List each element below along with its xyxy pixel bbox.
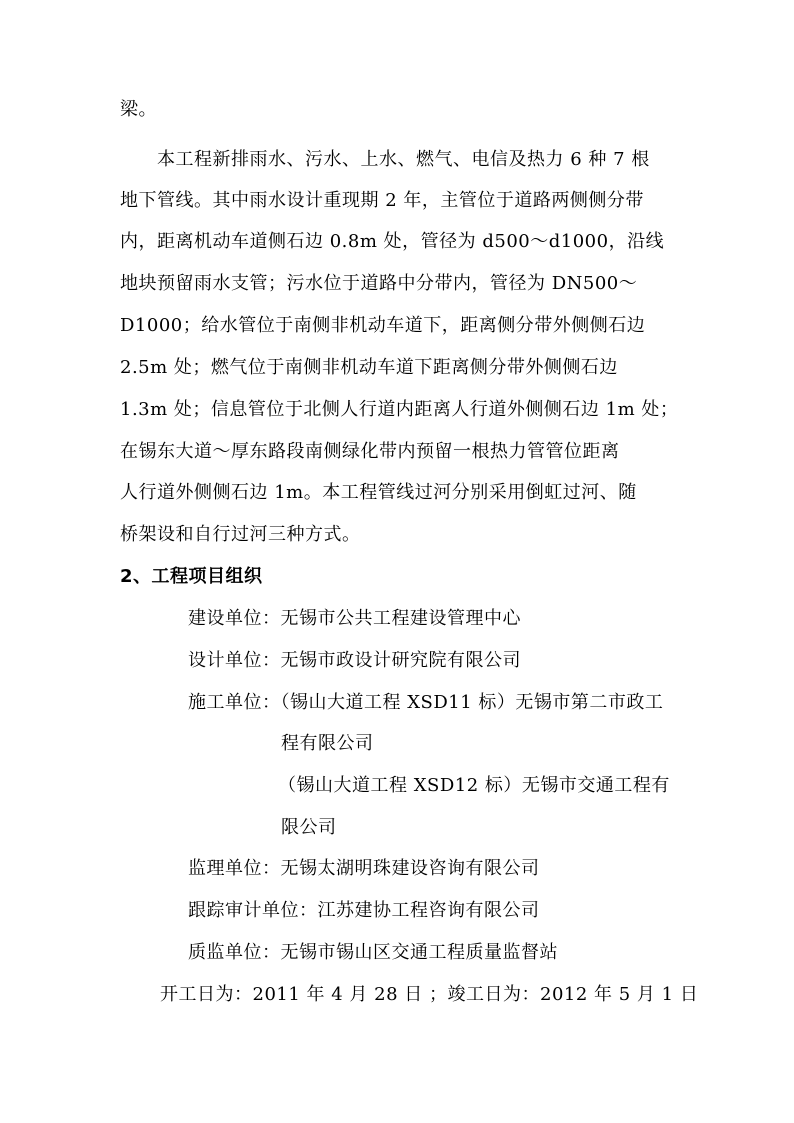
paragraph-line: 桥架设和自行过河三种方式。 [120,524,361,545]
org-line-quality-unit: 质监单位：无锡市锡山区交通工程质量监督站 [188,942,558,963]
paragraph-line: 内，距离机动车道侧石边 0.8m 处，管径为 d500～d1000，沿线 [120,231,665,252]
org-line-audit-unit: 跟踪审计单位：江苏建协工程咨询有限公司 [188,900,540,921]
paragraph-line: 在锡东大道～厚东路段南侧绿化带内预留一根热力管管位距离 [120,441,620,462]
dates-line: 开工日为：2011 年 4 月 28 日 ；竣工日为：2012 年 5 月 1 日 [160,984,699,1005]
org-line-contractor: 施工单位：（锡山大道工程 XSD11 标）无锡市第二市政工 [188,692,664,713]
org-line-contractor-cont: 程有限公司 [281,733,374,754]
paragraph-line: 梁。 [120,99,157,120]
section-heading: 2、工程项目组织 [120,566,263,587]
org-line-design-unit: 设计单位：无锡市政设计研究院有限公司 [188,650,521,671]
paragraph-line: 地块预留雨水支管；污水位于道路中分带内，管径为 DN500～ [120,273,638,294]
paragraph-line: 1.3m 处；信息管位于北侧人行道内距离人行道外侧侧石边 1m 处； [120,399,679,420]
org-line-construction-unit: 建设单位：无锡市公共工程建设管理中心 [188,608,521,629]
paragraph-line: 地下管线。其中雨水设计重现期 2 年，主管位于道路两侧侧分带 [120,190,644,211]
paragraph-line: 本工程新排雨水、污水、上水、燃气、电信及热力 6 种 7 根 [157,149,650,170]
org-line-supervision-unit: 监理单位：无锡太湖明珠建设咨询有限公司 [188,858,540,879]
paragraph-line: 人行道外侧侧石边 1m。本工程管线过河分别采用倒虹过河、随 [120,482,637,503]
org-line-contractor-2-cont: 限公司 [281,817,337,838]
paragraph-line: 2.5m 处；燃气位于南侧非机动车道下距离侧分带外侧侧石边 [120,357,618,378]
paragraph-line: D1000；给水管位于南侧非机动车道下，距离侧分带外侧侧石边 [120,315,646,336]
org-line-contractor-2: （锡山大道工程 XSD12 标）无锡市交通工程有 [278,775,670,796]
